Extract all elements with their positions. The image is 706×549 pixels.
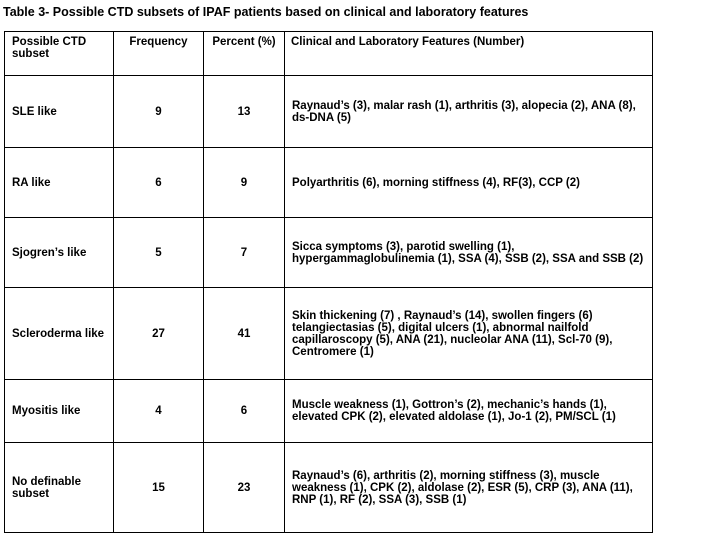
- row-frequency: 27: [114, 288, 204, 380]
- row-percent: 7: [204, 218, 285, 288]
- table-row: [5, 443, 653, 533]
- table-row: [5, 288, 653, 380]
- row-percent: 23: [204, 443, 285, 533]
- row-features: Sicca symptoms (3), parotid swelling (1), hypergammaglobulinemia (1), SSA (4), SSB (2), SSA and SSB (2): [285, 218, 653, 288]
- row-features: Polyarthritis (6), morning stiffness (4), RF(3), CCP (2): [285, 148, 653, 218]
- row-subset: Sjogren’s like: [5, 218, 114, 288]
- table-row: [5, 218, 653, 288]
- row-frequency: 6: [114, 148, 204, 218]
- header-features: Clinical and Laboratory Features (Number): [285, 32, 653, 76]
- header-subset: Possible CTD subset: [5, 32, 114, 76]
- row-percent: 13: [204, 76, 285, 148]
- row-frequency: 15: [114, 443, 204, 533]
- header-frequency: Frequency: [114, 32, 204, 76]
- row-subset: SLE like: [5, 76, 114, 148]
- row-subset: Scleroderma like: [5, 288, 114, 380]
- table-row: [5, 380, 653, 443]
- row-percent: 6: [204, 380, 285, 443]
- row-features: Muscle weakness (1), Gottron’s (2), mechanic’s hands (1), elevated CPK (2), elevated aldolase (1), Jo-1 (2), PM/SCL (1): [285, 380, 653, 443]
- row-features: Raynaud’s (6), arthritis (2), morning stiffness (3), muscle weakness (1), CPK (2), aldolase (2), ESR (5), CRP (3), ANA (11), RNP (1), RF (2), SSA (3), SSB (1): [285, 443, 653, 533]
- table-row: [5, 76, 653, 148]
- row-subset: RA like: [5, 148, 114, 218]
- row-percent: 9: [204, 148, 285, 218]
- row-features: Raynaud’s (3), malar rash (1), arthritis (3), alopecia (2), ANA (8), ds-DNA (5): [285, 76, 653, 148]
- row-frequency: 4: [114, 380, 204, 443]
- row-subset: No definable subset: [5, 443, 114, 533]
- row-frequency: 5: [114, 218, 204, 288]
- row-percent: 41: [204, 288, 285, 380]
- row-frequency: 9: [114, 76, 204, 148]
- table-row: [5, 148, 653, 218]
- table-header-row: [5, 32, 653, 76]
- row-features: Skin thickening (7) , Raynaud’s (14), swollen fingers (6) telangiectasias (5), digital ulcers (1), abnormal nailfold capillaroscopy (5), ANA (21), nucleolar ANA (11), Scl-70 (9), Centromere (1): [285, 288, 653, 380]
- header-percent: Percent (%): [204, 32, 285, 76]
- ctd-subsets-table: [4, 31, 653, 533]
- row-subset: Myositis like: [5, 380, 114, 443]
- table-caption: Table 3- Possible CTD subsets of IPAF patients based on clinical and laboratory features: [3, 5, 529, 19]
